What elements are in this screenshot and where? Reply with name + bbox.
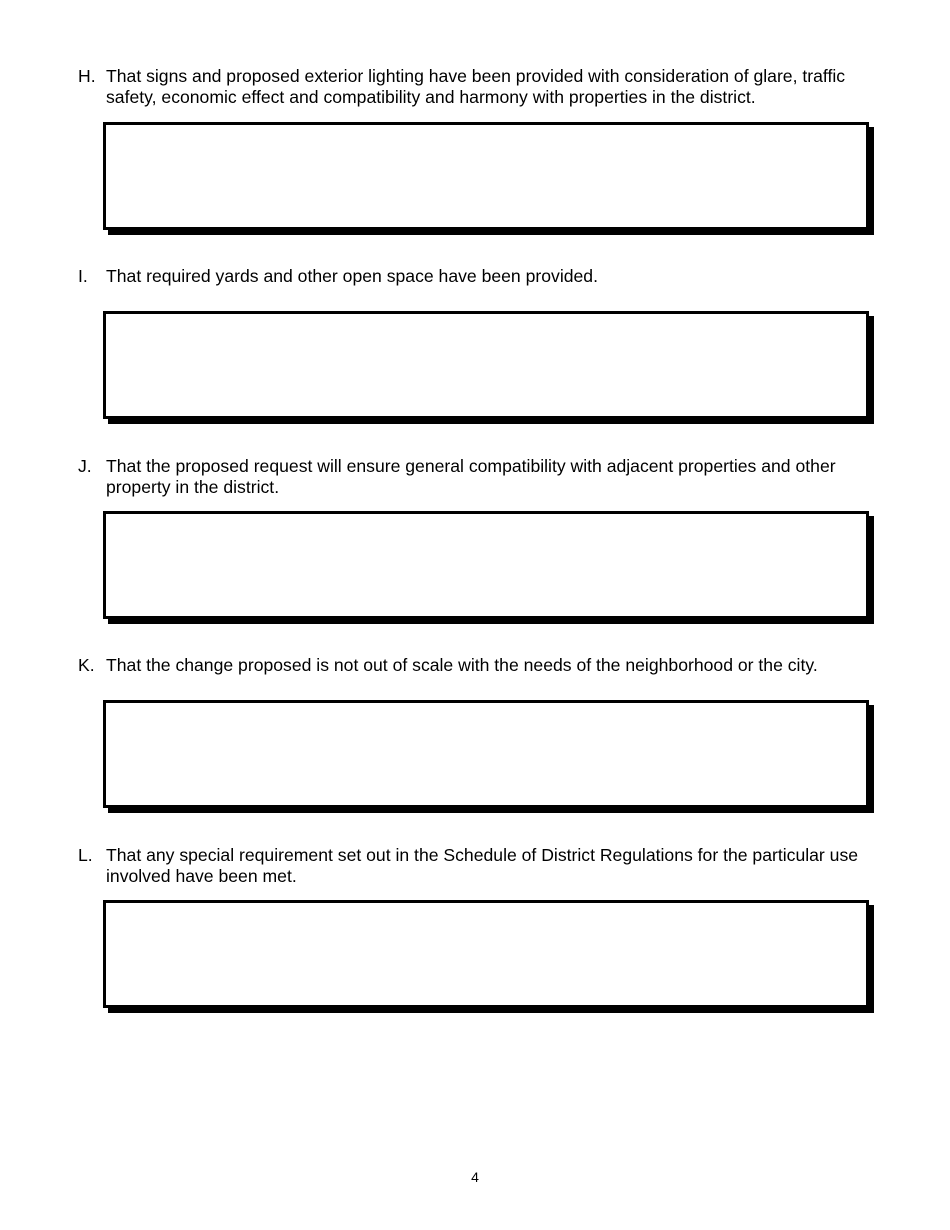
item-i-label bbox=[78, 266, 878, 287]
item-k-response-box[interactable] bbox=[103, 700, 869, 808]
item-letter: K. bbox=[78, 655, 95, 675]
item-text: That required yards and other open space have been provided. bbox=[106, 266, 598, 286]
item-l-response-box[interactable] bbox=[103, 900, 869, 1008]
page-number: 4 bbox=[471, 1169, 479, 1185]
item-l-label bbox=[78, 845, 878, 887]
item-j-label bbox=[78, 456, 878, 498]
item-j-response-box[interactable] bbox=[103, 511, 869, 619]
item-letter: I. bbox=[78, 266, 88, 286]
item-h-label bbox=[78, 66, 878, 108]
item-text: That any special requirement set out in the Schedule of District Regulations for the particular use involved have been met. bbox=[106, 845, 859, 886]
item-text: That the change proposed is not out of scale with the needs of the neighborhood or the city. bbox=[106, 655, 818, 675]
item-letter: L. bbox=[78, 845, 93, 865]
item-k-label bbox=[78, 655, 878, 676]
item-text: That signs and proposed exterior lighting have been provided with consideration of glare, traffic safety, economic effect and compatibility and harmony with properties in the district. bbox=[106, 66, 846, 107]
item-h-response-box[interactable] bbox=[103, 122, 869, 230]
item-i-response-box[interactable] bbox=[103, 311, 869, 419]
item-letter: H. bbox=[78, 66, 96, 86]
item-letter: J. bbox=[78, 456, 92, 476]
item-text: That the proposed request will ensure general compatibility with adjacent properties and other property in the district. bbox=[106, 456, 836, 497]
